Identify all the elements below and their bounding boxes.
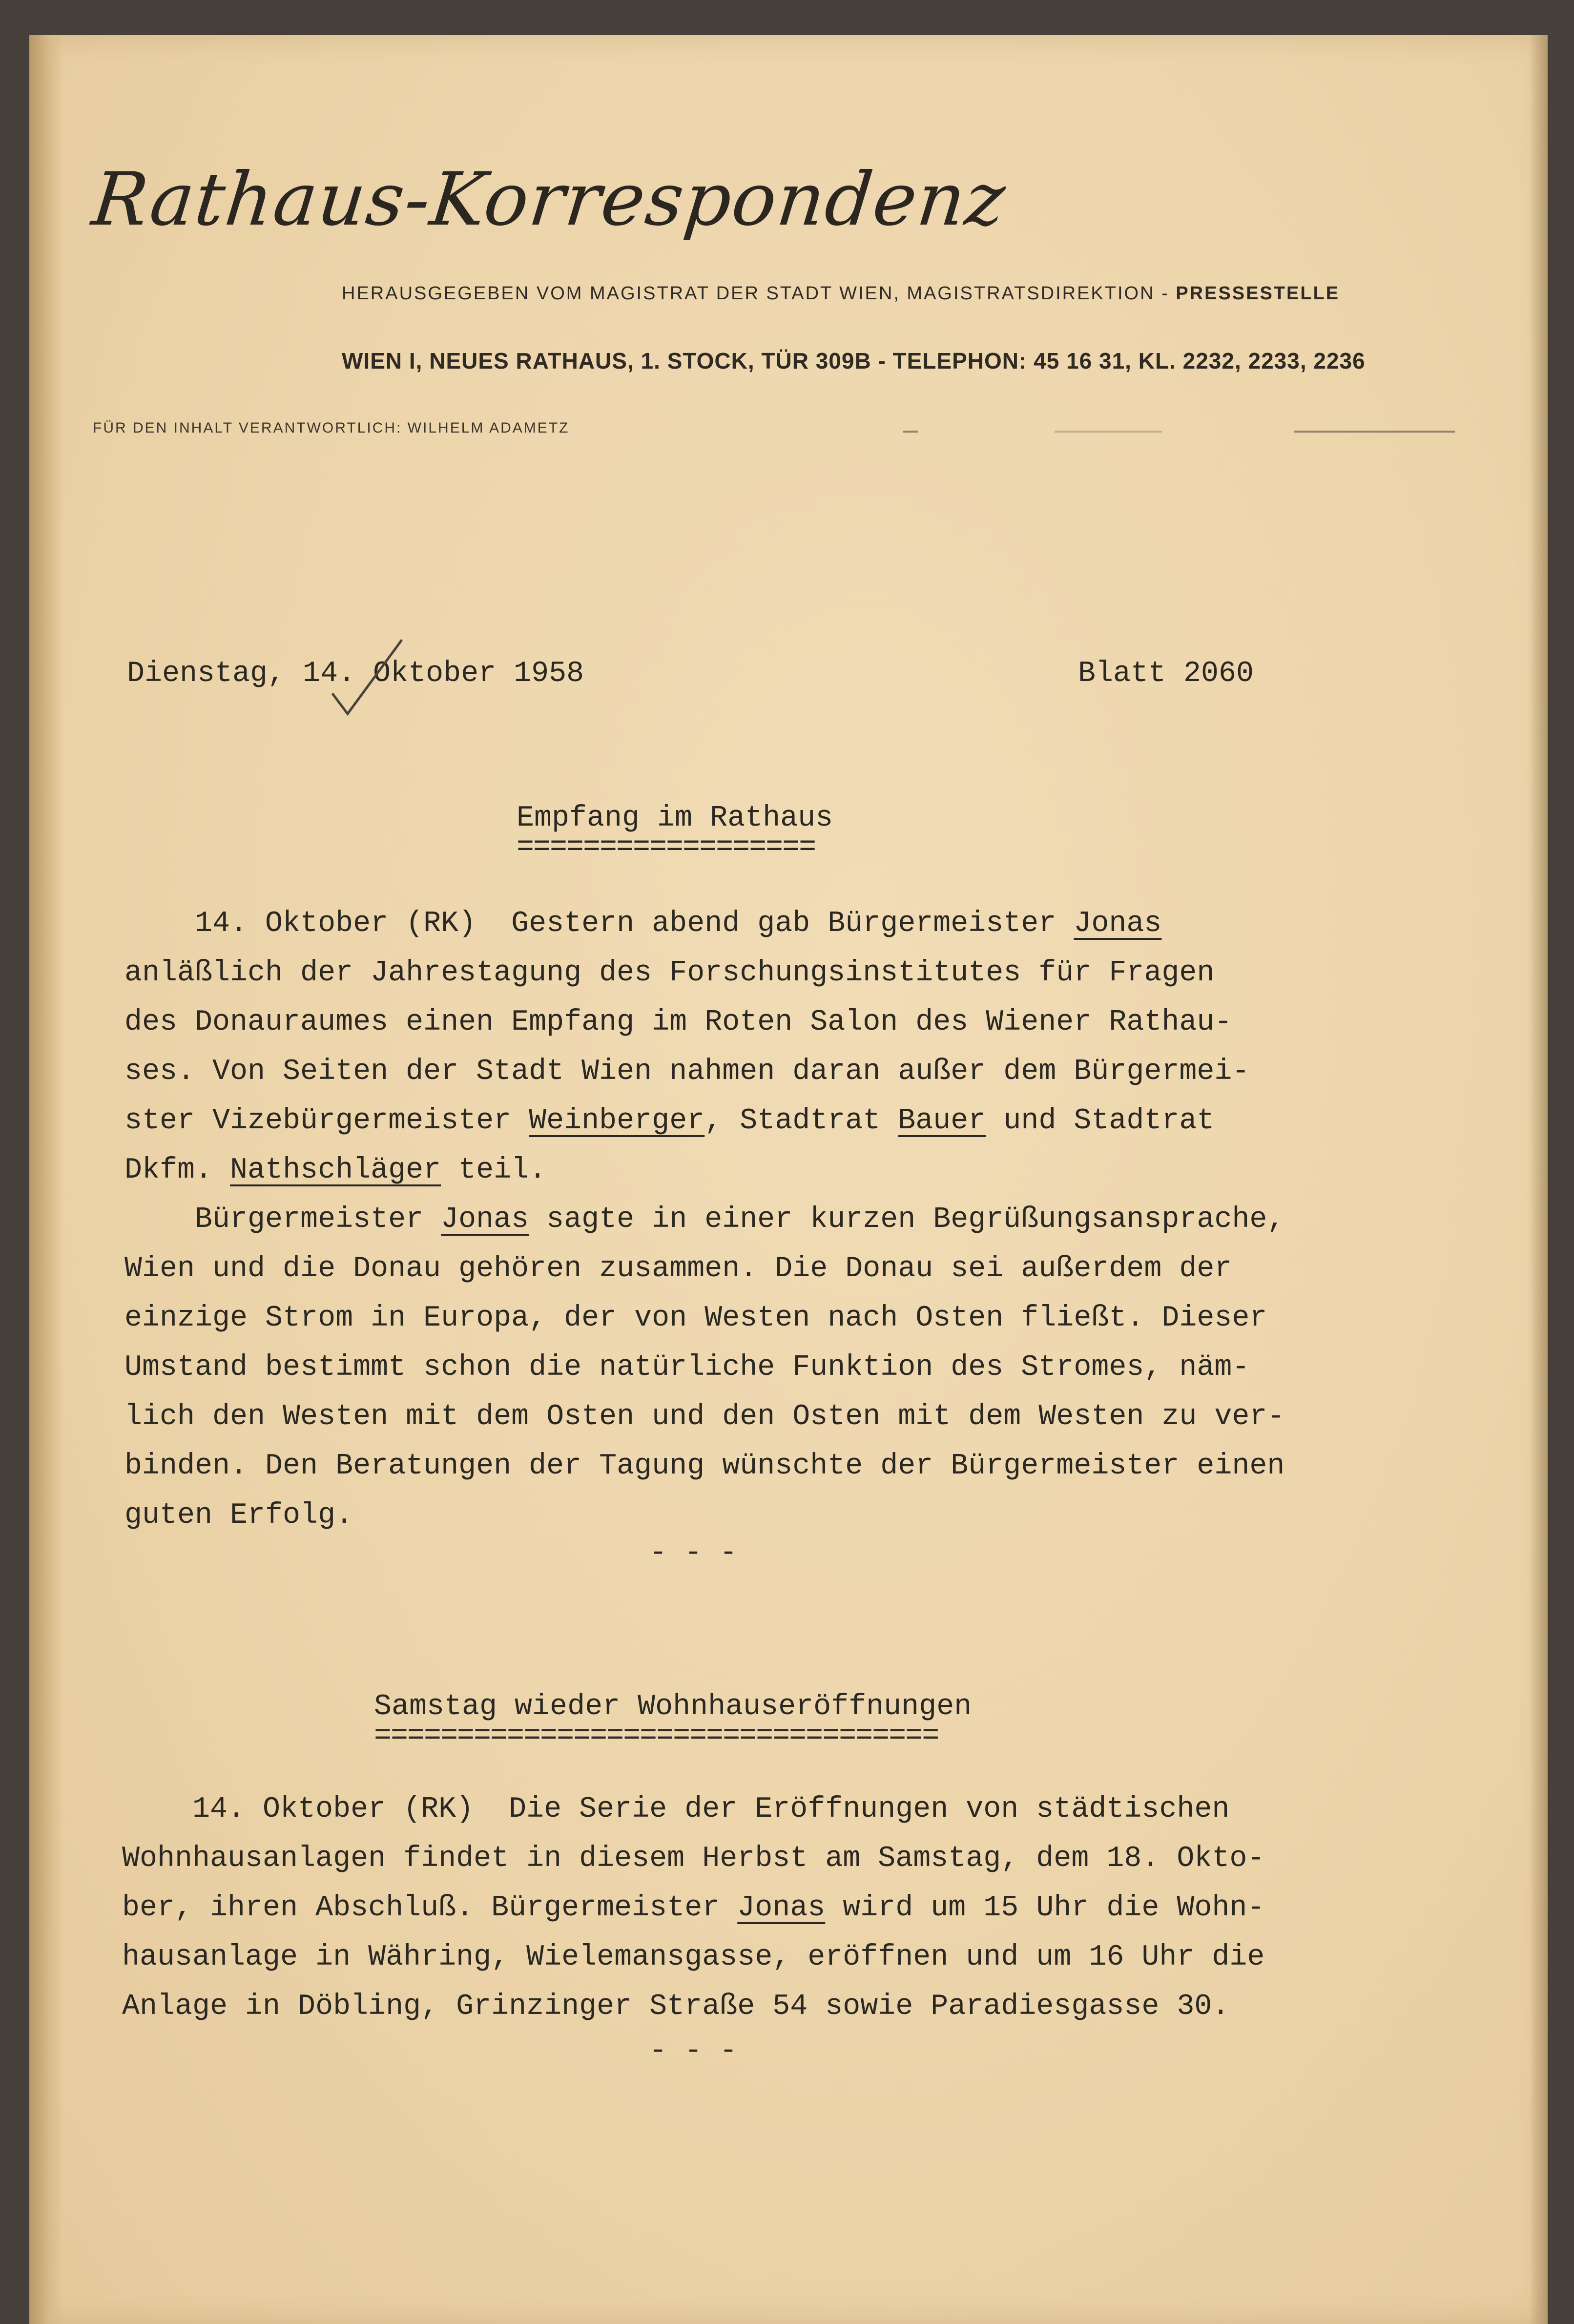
text-line: ster Vizebürgermeister Weinberger, Stadtrat Bauer und Stadtrat [124, 1104, 1215, 1138]
page-right-edge [1529, 35, 1548, 2324]
letterhead-address: WIEN I, NEUES RATHAUS, 1. STOCK, TÜR 309B - TELEPHON: 45 16 31, KL. 2232, 2233, 2236 [342, 348, 1366, 374]
letterhead-publisher-dept: PRESSESTELLE [1176, 283, 1340, 304]
text-line: ses. Von Seiten der Stadt Wien nahmen daran außer dem Bürgermei- [124, 1055, 1250, 1088]
text-line: ber, ihren Abschluß. Bürgermeister Jonas wird um 15 Uhr die Wohn- [122, 1891, 1265, 1925]
letterhead-dash [1055, 431, 1162, 433]
heading-rule: ================== [517, 831, 816, 864]
article-heading: Empfang im Rathaus [517, 802, 833, 835]
letterhead-dash [903, 431, 918, 433]
document-page [29, 35, 1548, 2324]
text-line: Dkfm. Nathschläger teil. [124, 1154, 547, 1187]
text-line: Umstand bestimmt schon die natürliche Funktion des Stromes, näm- [124, 1351, 1250, 1384]
article-heading: Samstag wieder Wohnhauseröffnungen [374, 1690, 972, 1723]
text-line: lich den Westen mit dem Osten und den Osten mit dem Westen zu ver- [124, 1400, 1285, 1433]
text-line: einzige Strom in Europa, der von Westen nach Osten fließt. Dieser [124, 1302, 1267, 1335]
text-line: Wohnhausanlagen findet in diesem Herbst am Samstag, dem 18. Okto- [122, 1842, 1265, 1875]
dateline: Dienstag, 14. Oktober 1958 [127, 657, 584, 690]
check-mark-icon [328, 636, 406, 719]
letterhead-publisher-text: HERAUSGEGEBEN VOM MAGISTRAT DER STADT WIEN, MAGISTRATSDIREKTION [342, 283, 1155, 304]
text-line: hausanlage in Währing, Wielemansgasse, eröffnen und um 16 Uhr die [122, 1941, 1265, 1974]
article-body [124, 899, 1284, 1540]
text-line: binden. Den Beratungen der Tagung wünschte der Bürgermeister einen [124, 1450, 1285, 1483]
underlined-name: Jonas [441, 1203, 529, 1236]
page-binding-edge [29, 35, 63, 2324]
heading-rule: ================================== [374, 1720, 939, 1753]
article-body [122, 1785, 1264, 2032]
underlined-name: Weinberger [529, 1104, 705, 1138]
text-line: guten Erfolg. [124, 1499, 353, 1532]
text-line: 14. Oktober (RK) Die Serie der Eröffnungen von städtischen [122, 1793, 1230, 1826]
text-line: des Donauraumes einen Empfang im Roten Salon des Wiener Rathau- [124, 1006, 1232, 1039]
text-line: Bürgermeister Jonas sagte in einer kurzen Begrüßungsansprache, [124, 1203, 1285, 1236]
underlined-name: Jonas [1074, 907, 1162, 940]
article-separator: - - - [649, 1536, 738, 1570]
letterhead-dash [1294, 431, 1455, 433]
underlined-name: Nathschläger [230, 1154, 441, 1187]
article-separator: - - - [649, 2034, 738, 2068]
text-line: anläßlich der Jahrestagung des Forschungsinstitutes für Fragen [124, 956, 1215, 990]
letterhead-title: Rathaus-Korrespondenz [88, 157, 1010, 242]
text-line: Wien und die Donau gehören zusammen. Die Donau sei außerdem der [124, 1252, 1232, 1286]
letterhead-responsible: FÜR DEN INHALT VERANTWORTLICH: WILHELM ADAMETZ [93, 420, 570, 436]
text-line: 14. Oktober (RK) Gestern abend gab Bürgermeister Jonas [124, 907, 1162, 940]
sheet-number: Blatt 2060 [1078, 657, 1254, 690]
text-line: Anlage in Döbling, Grinzinger Straße 54 sowie Paradiesgasse 30. [122, 1990, 1230, 2023]
underlined-name: Jonas [737, 1891, 826, 1925]
letterhead-publisher: HERAUSGEGEBEN VOM MAGISTRAT DER STADT WIEN, MAGISTRATSDIREKTION - PRESSESTELLE [342, 283, 1340, 304]
underlined-name: Bauer [898, 1104, 986, 1138]
